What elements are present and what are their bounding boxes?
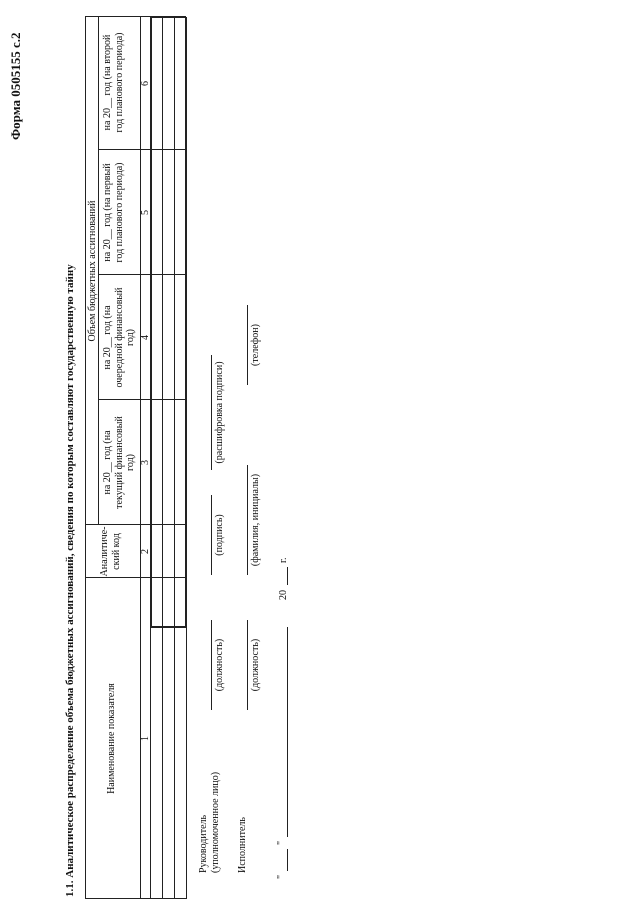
date-day-line[interactable] xyxy=(287,849,288,871)
head-decoding-caption: (расшифровка подписи) xyxy=(214,361,225,464)
head-position-line[interactable] xyxy=(211,620,212,710)
head-decoding-line[interactable] xyxy=(211,355,212,470)
col-number-6: 6 xyxy=(140,81,151,86)
head-signature-caption: (подпись) xyxy=(214,514,225,556)
date-year-suffix: г. xyxy=(278,557,289,563)
date-quote-open: " xyxy=(276,874,287,879)
date-month-line[interactable] xyxy=(287,627,288,837)
bold-frame-right xyxy=(150,16,186,18)
executor-phone-line[interactable] xyxy=(247,305,248,385)
form-number: Форма 0505155 с.2 xyxy=(8,32,23,140)
col-number-5: 5 xyxy=(140,210,151,215)
header-next-year: на 20__ год (на очередной финансовый год) xyxy=(102,287,136,388)
col-line-left xyxy=(85,898,186,899)
executor-position-line[interactable] xyxy=(247,620,248,710)
header-indicator-name: Наименование показателя xyxy=(106,683,117,794)
executor-phone-caption: (телефон) xyxy=(250,324,261,366)
date-quote-close: " xyxy=(276,840,287,845)
header-plan-year-1: на 20__ год (на первый год планового периода) xyxy=(102,162,125,263)
authorized-person-label: (уполномоченное лицо) xyxy=(210,771,221,873)
bold-frame-bottom xyxy=(185,17,187,628)
date-year-line[interactable] xyxy=(287,567,288,585)
head-position-caption: (должность) xyxy=(214,638,225,692)
executor-fio-caption: (фамилия, инициалы) xyxy=(250,473,261,567)
table-top-border xyxy=(85,17,86,899)
header-analytic-code: Аналитиче-ский код xyxy=(99,526,122,577)
col-number-3: 3 xyxy=(140,460,151,465)
executor-fio-line[interactable] xyxy=(247,465,248,575)
header-plan-year-2: на 20__ год (на второй год планового периода) xyxy=(102,32,125,133)
head-signature-line[interactable] xyxy=(211,495,212,575)
col-number-2: 2 xyxy=(140,549,151,554)
header-current-year: на 20__ год (на текущий финансовый год) xyxy=(102,416,136,509)
executor-position-caption: (должность) xyxy=(250,638,261,692)
section-title: 1.1. Аналитическое распределение объема бюджетных ассигнований, сведения по которым составляют государственную тайну xyxy=(64,264,76,897)
col-number-4: 4 xyxy=(140,335,151,340)
head-label: Руководитель xyxy=(198,814,209,873)
date-year-prefix: 20 xyxy=(278,590,289,600)
bold-frame-left xyxy=(150,626,186,628)
executor-label: Исполнитель xyxy=(237,817,248,873)
col-number-1: 1 xyxy=(140,736,151,741)
header-budget-volume: Объем бюджетных ассигнований xyxy=(87,200,98,342)
